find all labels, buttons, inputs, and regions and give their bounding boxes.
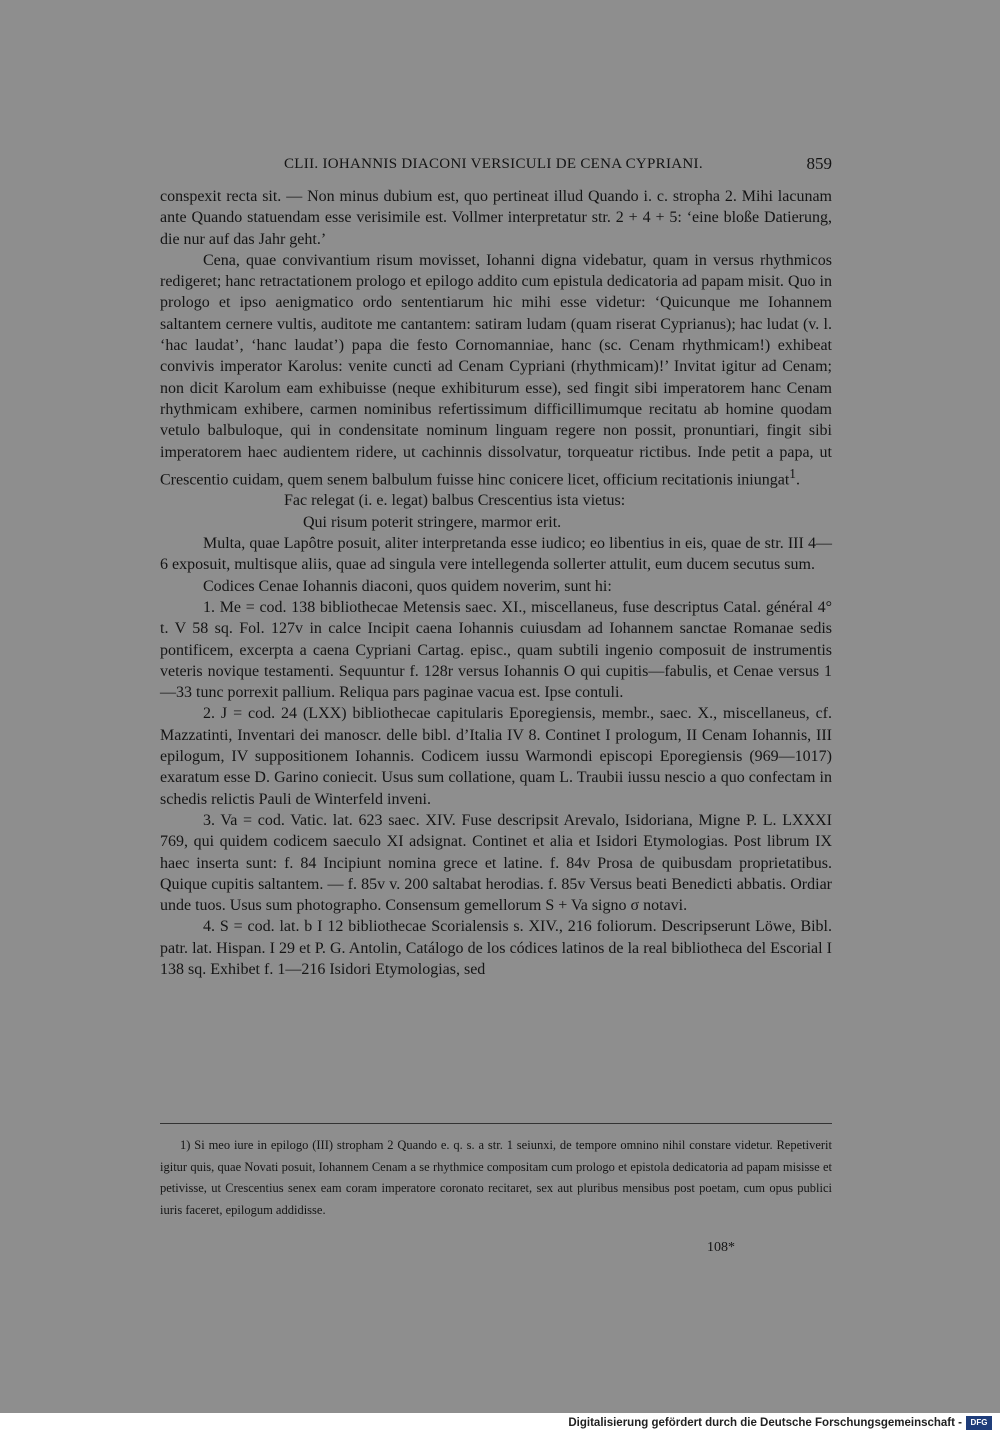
footnote-text: 1) Si meo iure in epilogo (III) stropham 2 Quando e. q. s. a str. 1 seiunxi, de tempore omnino nihil constare videtur. Repetiverit igitur quis, quae Novati posuit, Iohannem Cenam a se rhythmice compositam cum prologo et epistola dedicatoria ad papam misisse et petivisse, ut Crescentius senex eam coram imperatore coronato recitaret, sex aut pluribus mensibus post poetam, cum opus publici iuris faceret, epilogum addidisse. — [160, 1138, 832, 1217]
paragraph-4: Codices Cenae Iohannis diaconi, quos quidem noverim, sunt hi: — [203, 577, 612, 595]
credit-bar — [0, 1413, 1000, 1434]
page-number: 859 — [806, 154, 832, 173]
codex-s-entry: 4. S = cod. lat. b I 12 bibliothecae Scorialensis s. XIV., 216 foliorum. Descripserunt Löwe, Bibl. patr. lat. Hispan. I 29 et P. G. Antolin, Catálogo de los códices latinos de la real bibliotheca del Escorial I 138 sq. Exhibet f. 1—216 Isidori Etymologias, sed — [160, 918, 832, 979]
codex-j-entry: 2. J = cod. 24 (LXX) bibliothecae capitularis Eporegiensis, membr., saec. X., miscellaneus, cf. Mazzatinti, Inventari dei manoscr. delle bibl. d’Italia IV 8. Continet I prologum, II Cenam Iohannis, III epilogum, IV suppositionem Iohannis. Codicem iussu Warmondi episcopi Eporegiensis (969—1017) exaratum esse D. Garino coniecit. Usus sum collatione, quam L. Traubii iussu nescio a quo confectam in schedis relictis Pauli de Winterfeld inveni. — [160, 705, 832, 808]
footnote-ref: 1 — [789, 465, 796, 481]
codex-va-entry: 3. Va = cod. Vatic. lat. 623 saec. XIV. Fuse descripsit Arevalo, Isidoriana, Migne P. L. LXXXI 769, qui quidem codicem saeculo XI adsignat. Continet et alia et Isidori Etymologias. Post librum IX haec inserta sunt: f. 84 Incipiunt nomina grece et latine. f. 84v Prosa de quibusdam proprietatibus. Quique cupitis saltantem. — f. 85v v. 200 saltabat herodias. f. 85v Versus beati Benedicti abbatis. Ordiar unde tuos. Usus sum photographo. Consensum gemellorum S + Va signo σ notavi. — [160, 811, 832, 915]
paragraph-1: conspexit recta sit. — Non minus dubium est, quo pertineat illud Quando i. c. stropha 2. Mihi lacunam ante Quando statuendam esse verisimile est. Vollmer interpretatur str. 2 + 4 + 5: ‘eine bloße Datierung, die nur auf das Jahr geht.’ — [160, 188, 832, 248]
running-title: CLII. IOHANNIS DIACONI VERSICULI DE CENA CYPRIANI. — [284, 156, 703, 172]
main-text — [160, 186, 832, 980]
paragraph-2: Cena, quae convivantium risum movisset, Iohanni digna videbatur, quam in versus rhythmicos redigeret; hanc retractationem prologo et epilogo addito cum epistula dedicatoria ad papam misit. Quo in prologo et ipso aenigmatico ordo sententiarum hic mihi esse videtur: ‘Quicunque me Iohannem saltantem cernere vultis, auditote me cantantem: satiram ludam (quam riserat Cyprianus); hac ludat (v. l. ‘hac laudat’, ‘hanc laudat’) papa die festo Cornomanniae, hanc (sc. Cenam rhythmicam!) exhibeat convivis imperator Karolus: venite cuncti ad Cenam Cypriani (rhythmicam)!’ Invitat igitur ad Cenam; non dicit Karolum eam exhibuisse (neque exhibiturum esse), sed fingit sibi imperatorem hanc Cenam rhythmicam exhibere, carmen nominibus refertissimum difficillimumque recitatu ab homine quodam vetulo balbuloque, qui in condensitate nominum linguam regere non possit, pronuntiari, fingit sibi imperatorem haec audientem ridere, ut cachinnis dissolvatur, torqueatur rictibus. Inde petit a papa, ut Crescentio cuidam, quem senem balbulum fuisse hinc conicere licet, officium recitationis iniungat$^1$. — [160, 251, 832, 489]
paragraph-2-text: Cena, quae convivantium risum movisset, Iohanni digna videbatur, quam in versus rhythmicos redigeret; hanc retractationem prologo et epilogo addito cum epistula dedicatoria ad papam misit. Quo in prologo et ipso aenigmatico ordo sententiarum hic mihi esse videtur: ‘Quicunque me Iohannem saltantem cernere vultis, auditote me cantantem: satiram ludam (quam riserat Cyprianus); hac ludat (v. l. ‘hac laudat’, ‘hanc laudat’) papa die festo Cornomanniae, hanc (sc. Cenam rhythmicam!) exhibeat convivis imperator Karolus: venite cuncti ad Cenam Cypriani (rhythmicam)!’ Invitat igitur ad Cenam; non dicit Karolum eam exhibuisse (neque exhibiturum esse), sed fingit sibi imperatorem hanc Cenam rhythmicam exhibere, carmen nominibus refertissimum difficillimumque recitatu ab homine quodam vetulo balbuloque, qui in condensitate nominum linguam regere non possit, pronuntiari, fingit sibi imperatorem haec audientem ridere, ut cachinnis dissolvatur, torqueatur rictibus. Inde petit a papa, ut Crescentio cuidam, quem senem balbulum fuisse hinc conicere licet, officium recitationis iniungat — [160, 251, 832, 489]
dfg-logo-icon: DFG — [966, 1416, 992, 1430]
paragraph-3: Multa, quae Lapôtre posuit, aliter interpretanda esse iudico; eo libentius in eis, quae de str. III 4—6 exposuit, multisque aliis, quae ad singula vere intellegenda sollerter attulit, eum ducem secutus sum. — [160, 535, 832, 574]
footnote — [160, 1135, 832, 1221]
signature-mark: 108* — [707, 1240, 735, 1255]
footnote-divider — [160, 1123, 832, 1124]
codex-me-entry: 1. Me = cod. 138 bibliothecae Metensis saec. XI., miscellaneus, fuse descriptus Catal. général 4° t. V 58 sq. Fol. 127v in calce Incipit caena Iohannis cuiusdam ad Iohannem sanctae Romanae sedis pontificem, excerpta a caena Cypriani Cartag. episc., quam subtili ingenio composuit de instrumentis veteris novique testamenti. Sequuntur f. 128r versus Iohannis O qui cupitis—fabulis, et Cenae versus 1—33 tunc porrexit pallium. Reliqua pars paginae vacua est. Ipse contuli. — [160, 598, 832, 702]
verse-line-1: Fac relegat (i. e. legat) balbus Crescentius ista vietus: — [284, 492, 626, 510]
page-header — [160, 150, 832, 176]
verse-line-2: Qui risum poterit stringere, marmor erit. — [303, 513, 562, 531]
credit-text: Digitalisierung gefördert durch die Deutsche Forschungsgemeinschaft - — [568, 1417, 962, 1429]
